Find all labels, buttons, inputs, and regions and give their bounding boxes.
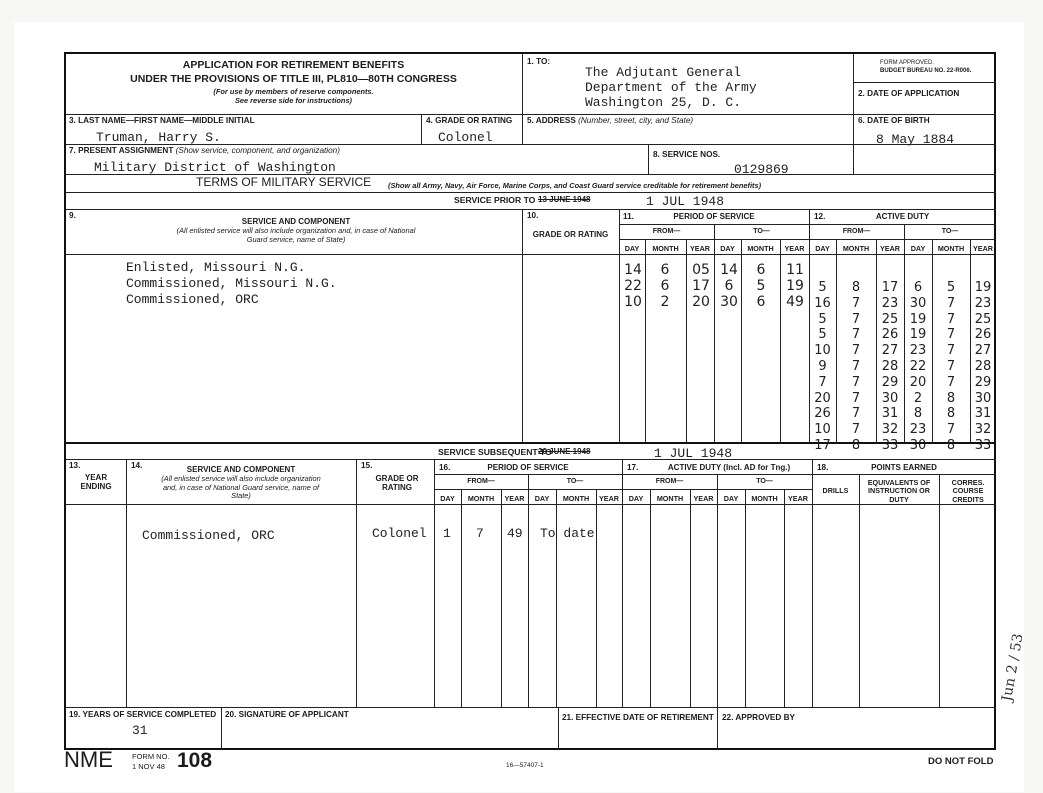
divider (461, 489, 462, 707)
prior-period-cell: 17 (692, 278, 710, 294)
active-duty-cell: 17 (881, 280, 899, 295)
to-line1: The Adjutant General (585, 65, 742, 80)
nme-mark: NME (64, 747, 113, 772)
col12-title: ACTIVE DUTY (875, 212, 930, 221)
prior-period-cell: 22 (624, 278, 642, 294)
active-duty-cell: 8 (851, 280, 861, 295)
active-duty-cell: 8 (851, 438, 861, 453)
divider (556, 489, 557, 707)
drills-header: DRILLS (822, 486, 849, 495)
col-year: YEAR (880, 244, 900, 253)
col10-title: GRADE OR RATING (532, 230, 609, 239)
active-duty-cell: 20 (909, 374, 927, 390)
do-not-fold: DO NOT FOLD (928, 756, 994, 767)
active-duty-cell: 7 (851, 406, 861, 422)
form-note-1: (For use by members of reserve components. (213, 87, 374, 96)
grade-value[interactable]: Colonel (438, 130, 493, 145)
active-duty-cell: 25 (974, 311, 992, 327)
subsequent-from-day: 1 (443, 526, 451, 541)
col-year: YEAR (973, 244, 993, 253)
col-day: DAY (815, 244, 830, 253)
prior-period-cell: 11 (786, 262, 804, 278)
active-duty-cell: 19 (974, 280, 992, 295)
divider (66, 504, 996, 505)
years-of-service-value[interactable]: 31 (132, 723, 148, 738)
active-duty-cell: 7 (851, 422, 861, 438)
active-duty-cell: 5 (818, 280, 827, 295)
active-duty-cell: 22 (909, 359, 927, 374)
col-month: MONTH (652, 244, 679, 253)
active-duty-cell: 29 (974, 374, 992, 390)
col15-title: GRADE OR RATING (375, 474, 419, 493)
col11-from: FROM— (652, 228, 681, 235)
form-no-date: 1 NOV 48 (132, 762, 165, 771)
active-duty-cell: 26 (881, 327, 899, 343)
active-duty-cell: 33 (974, 438, 992, 453)
prior-period-cell: 30 (720, 294, 738, 310)
divider (66, 192, 996, 193)
divider (66, 209, 996, 210)
dob-value[interactable]: 8 May 1884 (876, 132, 955, 147)
active-duty-cell: 5 (818, 311, 827, 327)
prior-period-cell: 6 (724, 278, 734, 294)
col17-from: FROM— (655, 478, 684, 485)
col-day: DAY (720, 244, 735, 253)
to-line3: Washington 25, D. C. (585, 95, 742, 110)
form-approved: FORM APPROVED. (880, 60, 935, 66)
active-duty-cell: 30 (881, 390, 899, 406)
col-month: MONTH (562, 494, 590, 503)
col-day: DAY (534, 494, 550, 503)
col14-title: SERVICE AND COMPONENT (186, 465, 296, 474)
active-duty-cell: 31 (881, 406, 899, 422)
active-duty-cell: 23 (974, 295, 992, 311)
terms-title: TERMS OF MILITARY SERVICE (196, 175, 372, 189)
prior-period-cell: 20 (692, 294, 710, 310)
active-duty-cell: 23 (909, 343, 927, 359)
subsequent-from-month: 7 (476, 526, 484, 541)
col9-label: 9. (69, 211, 76, 220)
divider (596, 489, 597, 707)
name-label: 3. LAST NAME—FIRST NAME—MIDDLE INITIAL (69, 116, 255, 125)
active-duty-cell: 7 (946, 343, 956, 359)
col-day: DAY (723, 494, 739, 503)
divider (421, 114, 422, 144)
years-of-service-label: 19. YEARS OF SERVICE COMPLETED (69, 710, 217, 719)
service-nos-label: 8. SERVICE NOS. (653, 150, 721, 159)
active-duty-cell: 7 (851, 374, 861, 390)
prior-period-cell: 10 (624, 294, 642, 310)
divider (745, 489, 746, 707)
active-duty-cell: 19 (909, 327, 927, 343)
col-year: YEAR (788, 494, 808, 503)
active-duty-cell: 7 (946, 422, 956, 438)
divider (528, 474, 529, 707)
approved-by-label: 22. APPROVED BY (722, 713, 795, 722)
active-duty-cell: 7 (851, 343, 861, 359)
active-duty-cell: 25 (881, 311, 899, 327)
active-duty-cell: 7 (851, 390, 861, 406)
divider (126, 459, 127, 707)
prior-period-cell: 6 (660, 278, 670, 294)
service-nos-value[interactable]: 0129869 (734, 162, 789, 177)
active-duty-cell: 5 (818, 327, 827, 343)
prior-service-3: Commissioned, ORC (126, 292, 259, 307)
active-duty-cell: 26 (974, 327, 992, 343)
signature-label: 20. SIGNATURE OF APPLICANT (225, 710, 349, 719)
col14-hint: (All enlisted service will also include organization and, in case of National Guard service, name of State) (161, 474, 321, 501)
active-duty-cell: 23 (881, 295, 899, 311)
active-duty-cell: 28 (881, 359, 899, 374)
divider (853, 144, 854, 174)
active-duty-cell: 9 (818, 359, 827, 374)
col17-to: TO— (756, 478, 773, 485)
col10-label: 10. (527, 211, 539, 220)
service-prior-stamp: 1 JUL 1948 (646, 194, 725, 209)
divider (356, 459, 357, 707)
active-duty-cell: 27 (974, 343, 992, 359)
active-duty-cell: 8 (946, 390, 956, 406)
prior-period-cell: 19 (786, 278, 804, 294)
active-duty-cell: 28 (974, 359, 992, 374)
prior-period-cell: 49 (786, 294, 804, 310)
prior-service-1: Enlisted, Missouri N.G. (126, 260, 306, 275)
col17-label: 17. (627, 463, 639, 472)
address-label: 5. ADDRESS (Number, street, city, and State) (527, 116, 694, 125)
col-month: MONTH (751, 494, 778, 503)
prior-period-cell: 5 (756, 278, 766, 294)
active-duty-cell: 16 (814, 295, 831, 311)
col18-label: 18. (817, 463, 829, 472)
active-duty-cell: 2 (913, 390, 923, 406)
col13-title-2: ENDING (80, 482, 112, 491)
form-title-line2: UNDER THE PROVISIONS OF TITLE III, PL810—80TH CONGRESS (130, 73, 457, 85)
prior-period-cell: 2 (660, 294, 670, 310)
active-duty-cell: 7 (946, 327, 956, 343)
divider (784, 489, 785, 707)
prior-period-cell: 6 (660, 262, 670, 278)
date-application-label: 2. DATE OF APPLICATION (858, 89, 960, 98)
assignment-value[interactable]: Military District of Washington (94, 160, 336, 175)
active-duty-cell: 29 (881, 374, 899, 390)
prior-period-cell: 6 (756, 294, 766, 310)
to-label: 1. TO: (527, 57, 551, 66)
divider (66, 442, 996, 444)
divider (558, 707, 559, 750)
col-day: DAY (440, 494, 455, 503)
active-duty-cell: 7 (851, 327, 861, 343)
col15-label: 15. (361, 461, 373, 470)
divider (648, 144, 649, 174)
active-duty-cell: 7 (946, 359, 956, 374)
divider (853, 54, 854, 144)
divider (522, 54, 523, 144)
col17-title: ACTIVE DUTY (Incl. AD for Tng.) (667, 463, 791, 472)
col-month: MONTH (467, 494, 495, 503)
col-year: YEAR (690, 244, 710, 253)
service-prior-label: SERVICE PRIOR TO (454, 195, 536, 205)
subsequent-to-date: To date (540, 526, 595, 541)
budget-bureau-no: BUDGET BUREAU NO. 22-R006. (880, 68, 972, 74)
col12-to: TO— (941, 228, 959, 235)
active-duty-cell: 7 (946, 295, 956, 311)
equivalents-header: EQUIVALENTS OF INSTRUCTION OR DUTY (867, 478, 931, 504)
active-duty-cell: 7 (946, 311, 956, 327)
divider (619, 224, 996, 225)
active-duty-cell: 31 (974, 406, 992, 422)
service-subsequent-label: SERVICE SUBSEQUENT TO (438, 447, 552, 457)
col-year: YEAR (599, 494, 619, 503)
prior-period-cell: 14 (624, 262, 642, 278)
service-subsequent-struck-date: 20 JUNE 1948 (538, 447, 591, 456)
col-year: YEAR (504, 494, 525, 503)
subsequent-from-year: 49 (507, 526, 523, 541)
terms-hint: (Show all Army, Navy, Air Force, Marine Corps, and Coast Guard service creditable for retirement benefits) (388, 181, 762, 190)
subsequent-service: Commissioned, ORC (142, 528, 275, 543)
active-duty-cell: 32 (881, 422, 899, 438)
col14-label: 14. (131, 461, 143, 470)
active-duty-cell: 27 (881, 343, 899, 359)
active-duty-cell: 17 (814, 438, 831, 453)
divider (812, 459, 813, 707)
divider (66, 144, 996, 145)
active-duty-cell: 7 (851, 359, 861, 374)
active-duty-cell: 32 (974, 422, 992, 438)
col9-hint: (All enlisted service will also include organization and, in case of National Guard service, name of State) (176, 226, 416, 244)
col11-label: 11. (623, 212, 634, 221)
active-duty-cell: 33 (881, 438, 899, 453)
col16-title: PERIOD OF SERVICE (487, 463, 569, 472)
form-note-2: See reverse side for instructions) (234, 96, 353, 105)
divider (717, 707, 718, 750)
active-duty-cell: 26 (814, 406, 831, 422)
form-title-line1: APPLICATION FOR RETIREMENT BENEFITS (182, 59, 405, 71)
active-duty-cell: 30 (909, 295, 927, 311)
col-day: DAY (628, 494, 644, 503)
active-duty-cell: 10 (814, 343, 831, 359)
prior-period-cell: 05 (692, 262, 710, 278)
assignment-label: 7. PRESENT ASSIGNMENT (Show service, component, and organization) (69, 146, 340, 155)
col9-title: SERVICE AND COMPONENT (241, 217, 351, 226)
active-duty-cell: 5 (946, 280, 956, 295)
divider (690, 489, 691, 707)
dob-label: 6. DATE OF BIRTH (858, 116, 930, 125)
active-duty-cell: 20 (814, 390, 831, 406)
retirement-application-form (64, 52, 996, 750)
divider (434, 489, 812, 490)
col-month: MONTH (747, 244, 774, 253)
service-prior-struck-date: 13 JUNE 1948 (538, 195, 591, 204)
divider (619, 239, 996, 240)
divider (66, 459, 996, 460)
col-month: MONTH (656, 494, 684, 503)
divider (939, 474, 940, 707)
active-duty-cell: 10 (814, 422, 831, 438)
col12-from: FROM— (842, 228, 871, 235)
active-duty-cell: 7 (851, 295, 861, 311)
service-subsequent-stamp: 1 JUL 1948 (654, 446, 733, 461)
col13-label: 13. (69, 461, 81, 470)
divider (650, 489, 651, 707)
active-duty-cell: 8 (913, 406, 923, 422)
subsequent-grade: Colonel (372, 526, 427, 541)
col-day: DAY (910, 244, 926, 253)
divider (714, 224, 715, 442)
col-year: YEAR (784, 244, 805, 253)
form-no-label: FORM NO. (132, 752, 170, 761)
name-value[interactable]: Truman, Harry S. (96, 130, 221, 145)
form-number: 108 (177, 749, 213, 772)
prior-period-cell: 14 (720, 262, 738, 278)
active-duty-cell: 30 (974, 390, 992, 406)
active-duty-cell: 6 (913, 280, 923, 295)
col11-to: TO— (753, 228, 770, 235)
corres-header: CORRES. COURSE CREDITS (951, 478, 985, 504)
effective-date-label: 21. EFFECTIVE DATE OF RETIREMENT (562, 713, 714, 722)
col-day: DAY (624, 244, 640, 253)
active-duty-cell: 8 (946, 406, 956, 422)
divider (66, 254, 996, 255)
divider (434, 474, 996, 475)
col-month: MONTH (937, 244, 965, 253)
active-duty-cell: 7 (851, 311, 861, 327)
col18-title: POINTS EARNED (871, 463, 937, 472)
handwritten-margin-note: Jun 2 / 53 (999, 632, 1027, 703)
divider (717, 474, 718, 707)
prior-period-cell: 6 (756, 262, 766, 278)
col-month: MONTH (842, 244, 870, 253)
col12-label: 12. (814, 212, 826, 221)
active-duty-cell: 7 (818, 374, 827, 390)
active-duty-cell: 23 (909, 422, 927, 438)
print-code: 16—57407-1 (506, 762, 544, 769)
active-duty-cell: 8 (946, 438, 956, 453)
divider (859, 474, 860, 707)
divider (501, 489, 502, 707)
col13-title-1: YEAR (84, 473, 108, 482)
col11-title: PERIOD OF SERVICE (673, 212, 755, 221)
to-line2: Department of the Army (585, 80, 757, 95)
divider (522, 209, 523, 442)
col-year: YEAR (693, 494, 714, 503)
divider (66, 114, 996, 115)
active-duty-cell: 30 (909, 438, 927, 453)
col16-from: FROM— (467, 478, 495, 485)
grade-label: 4. GRADE OR RATING (426, 116, 513, 125)
prior-service-2: Commissioned, Missouri N.G. (126, 276, 337, 291)
divider (66, 707, 996, 708)
col16-label: 16. (439, 463, 451, 472)
active-duty-cell: 19 (909, 311, 927, 327)
active-duty-cell: 7 (946, 374, 956, 390)
col16-to: TO— (566, 478, 584, 485)
divider (853, 82, 996, 83)
divider (221, 707, 222, 750)
